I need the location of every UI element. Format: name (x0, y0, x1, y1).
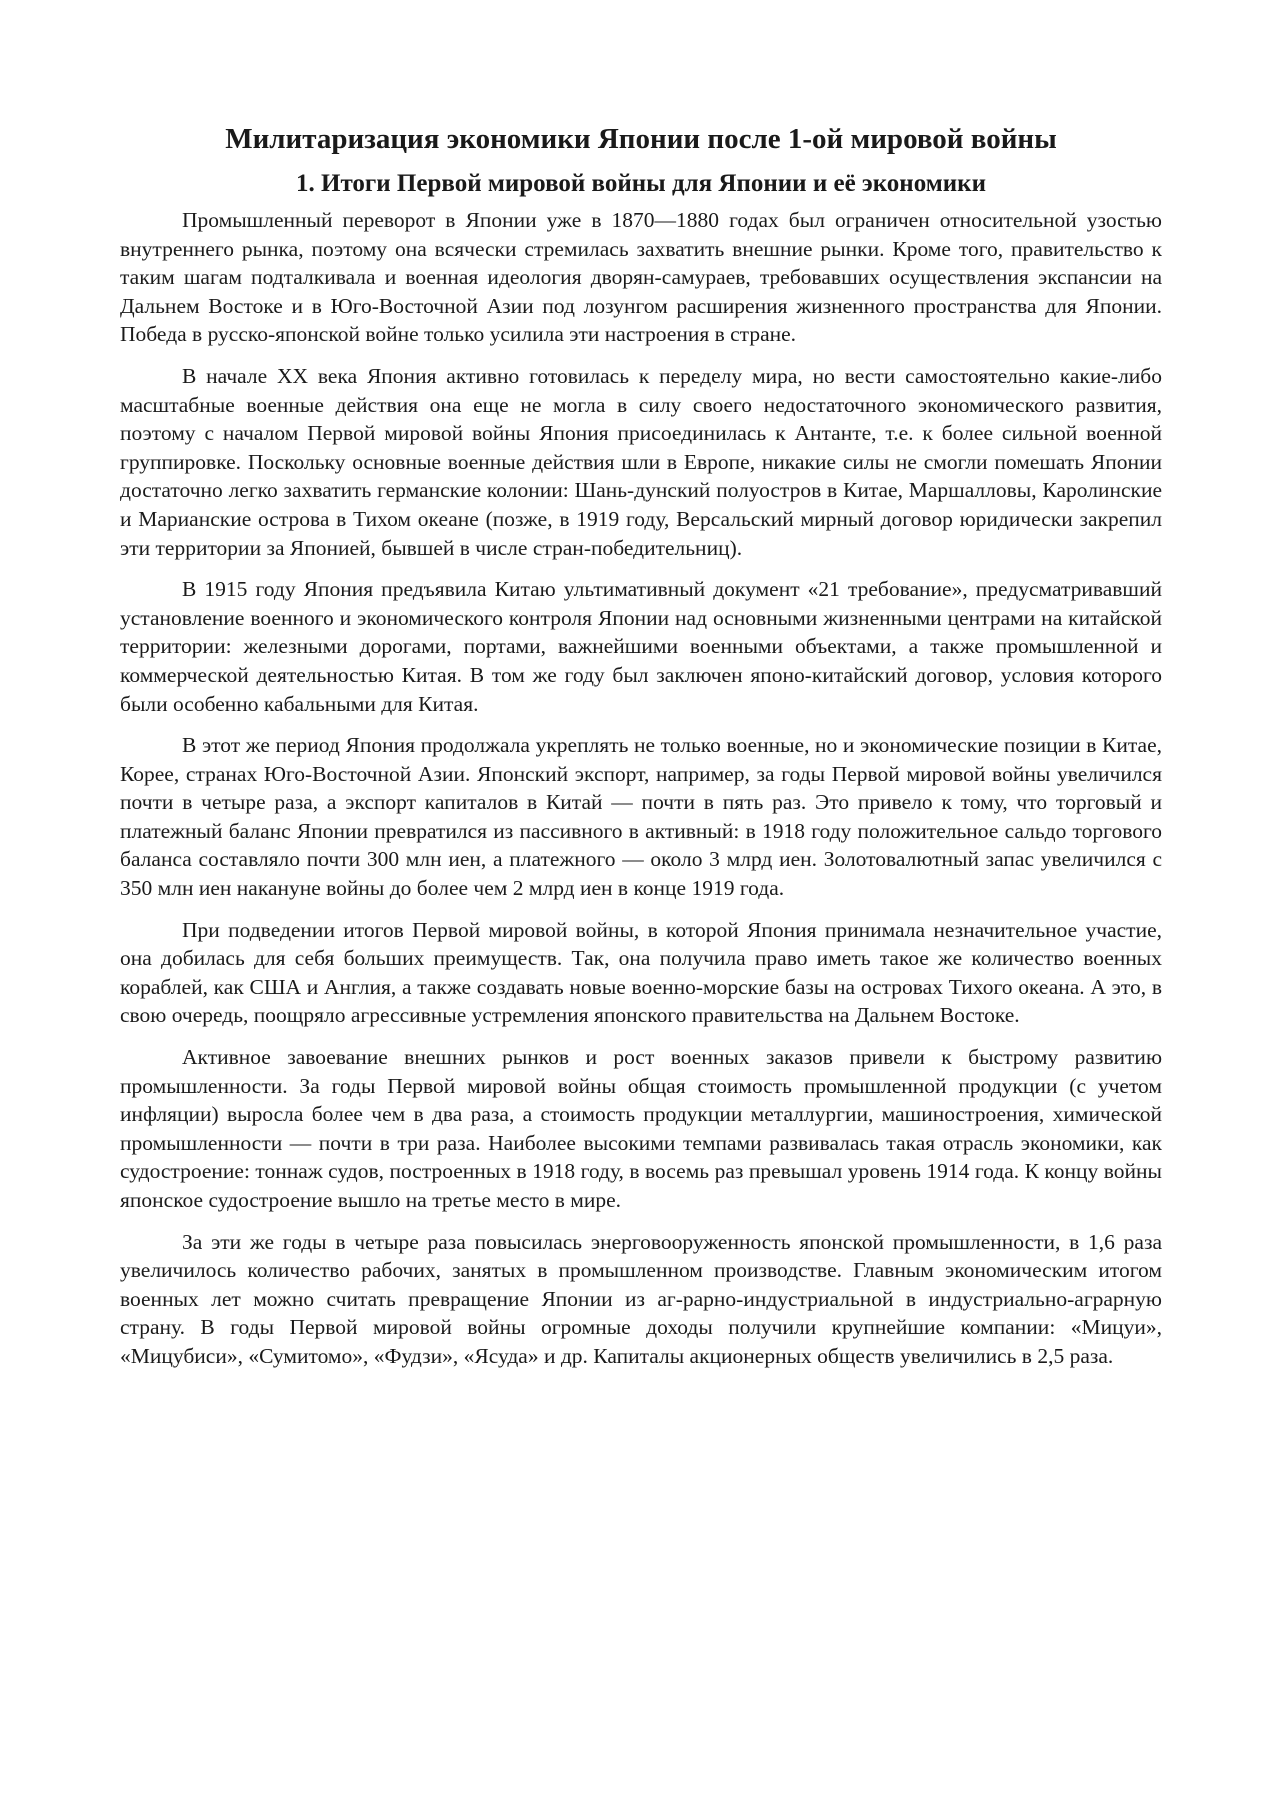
section-title: 1. Итоги Первой мировой войны для Японии и её экономики (296, 170, 986, 197)
paragraph-3: В 1915 году Япония предъявила Китаю ультимативный документ «21 требование», предусматривавший установление военного и экономического контроля Японии над основными жизненными центрами на китайской территории: железными дорогами, портами, важнейшими военными объектами, а также промышленной и коммерческой деятельностью Китая. В том же году был заключен японо-китайский договор, условия которого были особенно кабальными для Китая. (120, 577, 1162, 716)
document-page (120, 118, 1162, 1384)
paragraph-2: В начале XX века Япония активно готовилась к переделу мира, но вести самостоятельно какие-либо масштабные военные действия она еще не могла в силу своего недостаточного экономического развития, поэтому с началом Первой мировой войны Япония присоединилась к Антанте, т.е. к более сильной военной группировке. Поскольку основные военные действия шли в Европе, никакие силы не смогли помешать Японии достаточно легко захватить германские колонии: Шань-дунский полуостров в Китае, Маршалловы, Каролинские и Марианские острова в Тихом океане (позже, в 1919 году, Версальский мирный договор юридически закрепил эти территории за Японией, бывшей в числе стран-победительниц). (120, 363, 1162, 560)
document-title: Милитаризация экономики Японии после 1-ой мировой войны (225, 123, 1057, 155)
paragraph-7: За эти же годы в четыре раза повысилась энерговооруженность японской промышленности, в 1,6 раза увеличилось количество рабочих, занятых в промышленном производстве. Главным экономическим итогом военных лет можно считать превращение Японии из аг-рарно-индустриальной в индустриально-аграрную страну. В годы Первой мировой войны огромные доходы получили крупнейшие компании: «Мицуи», «Мицубиси», «Сумитомо», «Фудзи», «Ясуда» и др. Капиталы акционерных обществ увеличились в 2,5 раза. (120, 1229, 1162, 1368)
paragraph-6: Активное завоевание внешних рынков и рост военных заказов привели к быстрому развитию промышленности. За годы Первой мировой войны общая стоимость промышленной продукции (с учетом инфляции) выросла более чем в два раза, а стоимость продукции металлургии, машиностроения, химической промышленности — почти в три раза. Наиболее высокими темпами развивалась такая отрасль экономики, как судостроение: тоннаж судов, построенных в 1918 году, в восемь раз превышал уровень 1914 года. К концу войны японское судостроение вышло на третье место в мире. (120, 1045, 1162, 1212)
paragraph-5: При подведении итогов Первой мировой войны, в которой Япония принимала незначительное участие, она добилась для себя больших преимуществ. Так, она получила право иметь такое же количество военных кораблей, как США и Англия, а также создавать новые военно-морские базы на островах Тихого океана. А это, в свою очередь, поощряло агрессивные устремления японского правительства на Дальнем Востоке. (120, 917, 1162, 1028)
paragraph-4: В этот же период Япония продолжала укреплять не только военные, но и экономические позиции в Китае, Корее, странах Юго-Восточной Азии. Японский экспорт, например, за годы Первой мировой войны увеличился почти в четыре раза, а экспорт капиталов в Китай — почти в пять раз. Это привело к тому, что торговый и платежный баланс Японии превратился из пассивного в активный: в 1918 году положительное сальдо торгового баланса составляло почти 300 млн иен, а платежного — около 3 млрд иен. Золотовалютный запас увеличился с 350 млн иен накануне войны до более чем 2 млрд иен в конце 1919 года. (120, 733, 1162, 901)
paragraph-1: Промышленный переворот в Японии уже в 1870—1880 годах был ограничен относительной узостью внутреннего рынка, поэтому она всячески стремилась захватить внешние рынки. Кроме того, правительство к таким шагам подталкивала и военная идеология дворян-самураев, требовавших осуществления экспансии на Дальнем Востоке и в Юго-Восточной Азии под лозунгом расширения жизненного пространства для Японии. Победа в русско-японской войне только усилила эти настроения в стране. (120, 208, 1162, 347)
